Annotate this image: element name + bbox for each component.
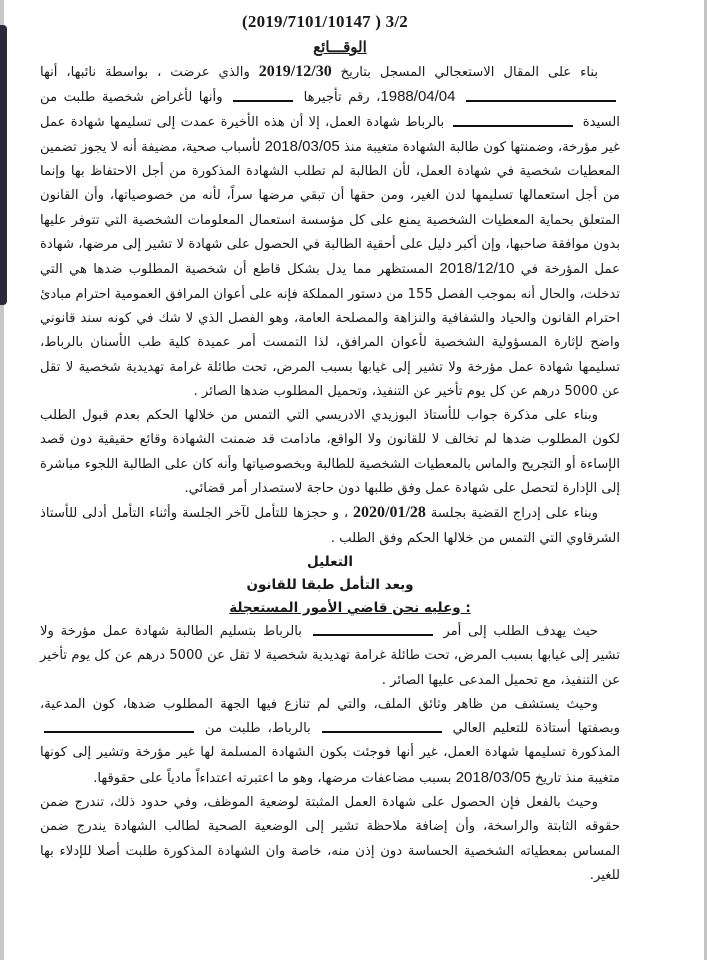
facts-heading: الوقـــائع (313, 38, 367, 56)
text-segment: المذكورة تسليمها شهادة العمل، غير أنها فوجئت بكون الشهادة المسلمة لها غير مؤرخة وتشير إلى كونها متغيبة منذ تاريخ (40, 745, 620, 786)
paragraph-file-documents (40, 693, 620, 791)
text-segment: ، رقم تأجيرها (303, 90, 381, 106)
paragraph-hearing (40, 501, 620, 551)
redaction-line (466, 92, 616, 102)
reasoning-heading: التعليل (307, 553, 353, 570)
text-segment: والذي عرضت ، بواسطة نائبها، أنها (40, 65, 250, 80)
reasoning-body (40, 620, 620, 888)
paragraph-defense-response: وبناء على مذكرة جواب للأستاذ البوزيدي الادريسي التي التمس من خلالها الحكم بعدم قبول الطلب لكون المطلوب ضدها لم تخالف لا للقانون ولا الواقع، مادامت قد ضمنت الشهادة وقائع حقيقية دون قصد الإساءة أو التجريح والماس بالمعطيات الشخصية للطالبة وبخصوصياتها وأنه كان على الطالبة اللجوء مباشرة إلى الإدارة لتحصل على شهادة عمل وفق طلبها دون حاجة لاستصدار أمر قضائي. (40, 408, 620, 497)
redaction-line (44, 723, 194, 733)
paragraph-request (40, 620, 620, 693)
text-segment: وبناء على إدراج القضية بجلسة (430, 506, 598, 522)
text-segment: بالرباط شهادة العمل، إلا أن هذه الأخيرة عمدت إلى تسليمها شهادة عمل غير مؤرخة، وضمنتها كون طالبة الشهادة متغيبة منذ (40, 114, 620, 155)
left-dark-tab (0, 25, 7, 305)
text-segment: بالرباط بتسليم الطالبة شهادة عمل مؤرخة ولا تشير إلى غيابها بسبب المرض، تحت طائلة غرامة تهديدية شخصية لا تقل عن 5000 درهم عن كل يوم تأخير عن التنفيذ، مع تحميل المدعى عليها الصائر . (40, 623, 620, 688)
text-segment: بسبب مضاعفات مرضها، وهو ما اعتبرته اعتداءاً مادياً على حقوقها. (93, 770, 452, 786)
text-segment: بناء على المقال الاستعجالي المسجل بتاريخ (340, 65, 599, 80)
certificate-date: 2018/12/10 (439, 260, 515, 278)
court-document-page (40, 12, 620, 888)
deliberation-heading: وبعد التأمل طبقا للقانون (246, 576, 414, 593)
text-segment: لأسباب صحية، مضيفة أنه لا يجوز تضمين المعطيات شخصية في شهادة العمل، لأن الطالبة لم تطلب الشهادة المذكورة من أجل الاحتفاظ بها وإنما من أجل استعمالها تسليمها لدن الغير، ومن حقها أن تبقي مرضها سراً، لأنه من خصوصياتها، وأن القانون المتعلق بحماية المعطيات الشخصية يمنع على كل مؤسسة استعمال المعلومات الشخصية التي تتوفر عليها بدون موافقة صاحبها، وإن أكبر دليل على أحقية الطالبة في الحصول على شهادة لا تشير إلى مرضها، شهادة عمل المؤرخة في (40, 139, 620, 278)
redaction-line (322, 723, 442, 733)
redaction-line (453, 117, 573, 127)
text-segment: بالرباط، طلبت من (204, 721, 311, 737)
paragraph-conclusion: وحيث بالفعل فإن الحصول على شهادة العمل المثبتة لوضعية الموظف، وفي حدود ذلك، تندرج ضمن حقوقه الثابتة والراسخة، وأن إضافة ملاحظة تشير إلى الوضعية الصحية لطالب الشهادة يندرج ضمن المساس بمعطياته الشخصية الحساسة دون إذن منه، خاصة وان الشهادة المذكورة طلبت أصلا للإدلاء بها للغير. (40, 795, 620, 883)
filing-date: 2019/12/30 (258, 63, 332, 80)
text-segment: المستظهر مما يدل بشكل قاطع أن شخصية المطلوب ضدها هي التي تدخلت، والحال أنه بموجب الفصل 155 من دستور المملكة فإنه على أعوان المرافق العمومية احترام مبادئ احترام القانون والحياد والشفافية والنزاهة والمصلحة العامة، وهو الفصل الذي لا شك في كونه سند قانوني واضح لإثارة المسؤولية الشخصية لأعوان المرافق، لذا التمست أمر عميدة كلية طب الأسنان بالرباط، تسليمها شهادة عمل مؤرخة ولا تشير إلى غيابها بسبب المرض، تحت طائلة غرامة تهديدية شخصية لا تقل عن 5000 درهم عن كل يوم تأخير عن التنفيذ، وتحميل المطلوب ضدها الصائر . (40, 262, 620, 399)
absence-date: 2018/03/05 (264, 137, 340, 155)
text-segment: وأنها لأغراض شخصية طلبت من السيدة (40, 90, 620, 130)
text-segment: حيث يهدف الطلب إلى أمر (443, 623, 598, 639)
birth-date: 1988/04/04 (380, 88, 456, 106)
redaction-line (313, 626, 433, 636)
text-segment: وحيث يستشف من ظاهر وثائق الملف، والتي لم تنازع فيها الجهة المطلوب ضدها، كون المدعية، وبصفتها أستاذة للتعليم العالي (40, 696, 620, 737)
case-reference-number: (2019/7101/10147 ) 3/2 (242, 12, 408, 31)
absence-date-2: 2018/03/05 (455, 768, 531, 786)
judge-heading: وعليه نحن قاضي الأمور المستعجلة : (229, 599, 471, 616)
text-segment: ، و حجزها للتأمل لآخر الجلسة وأثناء التأمل أدلى للأستاذ الشرقاوي التي التمس من خلالها الحكم وفق الطلب . (40, 506, 620, 546)
redaction-line (233, 92, 293, 102)
document-body (40, 60, 620, 551)
hearing-date: 2020/01/28 (353, 504, 426, 522)
paragraph-petition (40, 60, 620, 404)
